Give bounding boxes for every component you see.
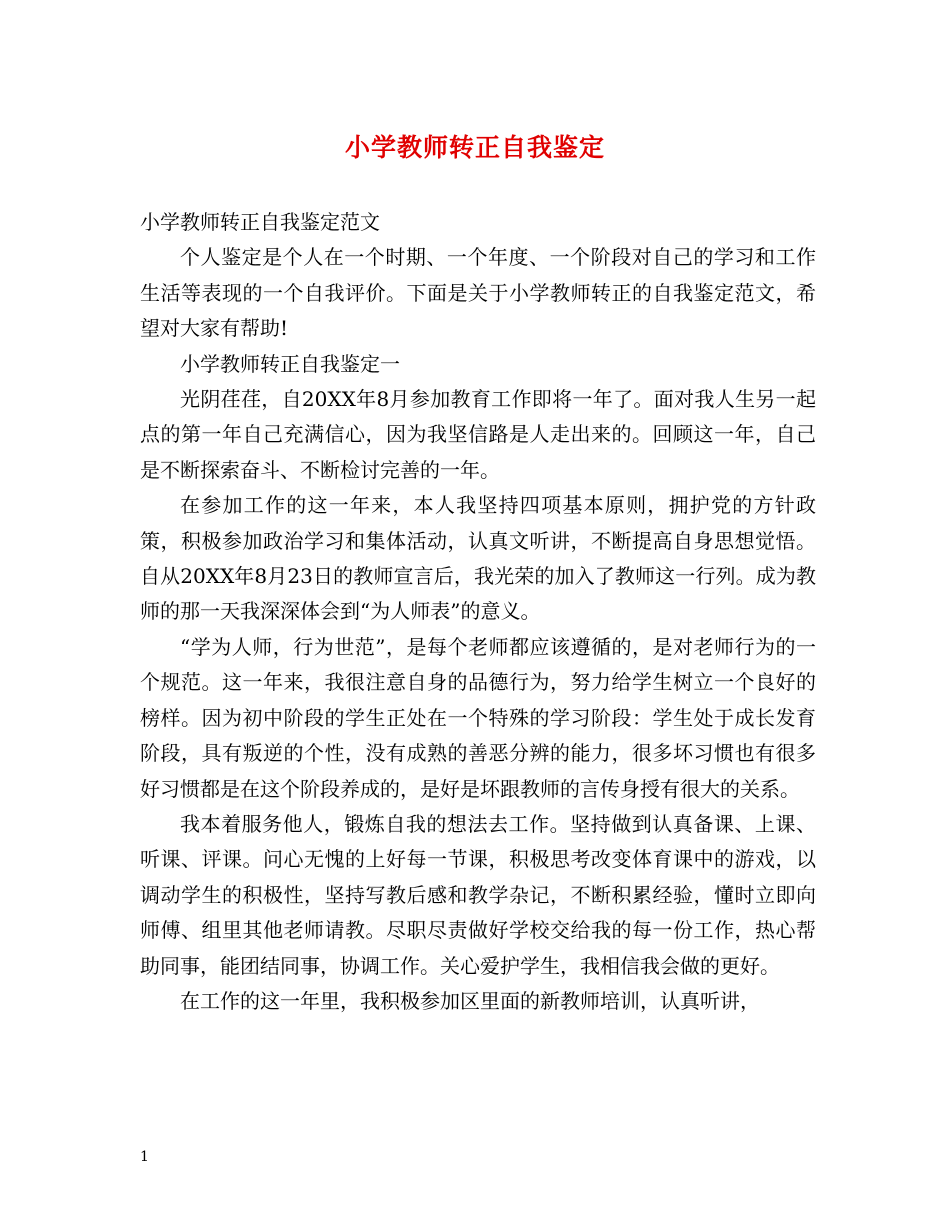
paragraph: “学为人师，行为世范”，是每个老师都应该遵循的，是对老师行为的一个规范。这一年来，我很注意自身的品德行为，努力给学生树立一个良好的榜样。因为初中阶段的学生正处在一个特殊的学习阶段：学生处于成长发育阶段，具有叛逆的个性，没有成熟的善恶分辨的能力，很多坏习惯也有很多好习惯都是在这个阶段养成的，是好是坏跟教师的言传身授有很大的关系。 xyxy=(140,634,816,801)
paragraph-intro: 个人鉴定是个人在一个时期、一个年度、一个阶段对自己的学习和工作生活等表现的一个自我评价。下面是关于小学教师转正的自我鉴定范文，希望对大家有帮助! xyxy=(140,245,816,341)
document-body xyxy=(140,205,816,1019)
page-number: 1 xyxy=(140,1149,149,1165)
section-heading: 小学教师转正自我鉴定一 xyxy=(180,351,400,376)
document-subtitle: 小学教师转正自我鉴定范文 xyxy=(140,210,380,234)
paragraph: 在工作的这一年里，我积极参加区里面的新教师培训，认真听讲， xyxy=(180,988,760,1013)
paragraph: 光阴荏荏，自20XX年8月参加教育工作即将一年了。面对我人生另一起点的第一年自己充满信心，因为我坚信路是人走出来的。回顾这一年，自己是不断探索奋斗、不断检讨完善的一年。 xyxy=(140,387,816,482)
paragraph: 我本着服务他人，锻炼自我的想法去工作。坚持做到认真备课、上课、听课、评课。问心无愧的上好每一节课，积极思考改变体育课中的游戏，以调动学生的积极性，坚持写教后感和教学杂记，不断积累经验，懂时立即向师傅、组里其他老师请教。尽职尽责做好学校交给我的每一份工作，热心帮助同事，能团结同事，协调工作。关心爱护学生，我相信我会做的更好。 xyxy=(140,811,816,978)
paragraph: 在参加工作的这一年来，本人我坚持四项基本原则，拥护党的方针政策，积极参加政治学习和集体活动，认真文听讲，不断提高自身思想觉悟。自从20XX年8月23日的教师宣言后，我光荣的加入了教师这一行列。成为教师的那一天我深深体会到“为人师表”的意义。 xyxy=(140,493,816,624)
document-title: 小学教师转正自我鉴定 xyxy=(344,133,605,162)
